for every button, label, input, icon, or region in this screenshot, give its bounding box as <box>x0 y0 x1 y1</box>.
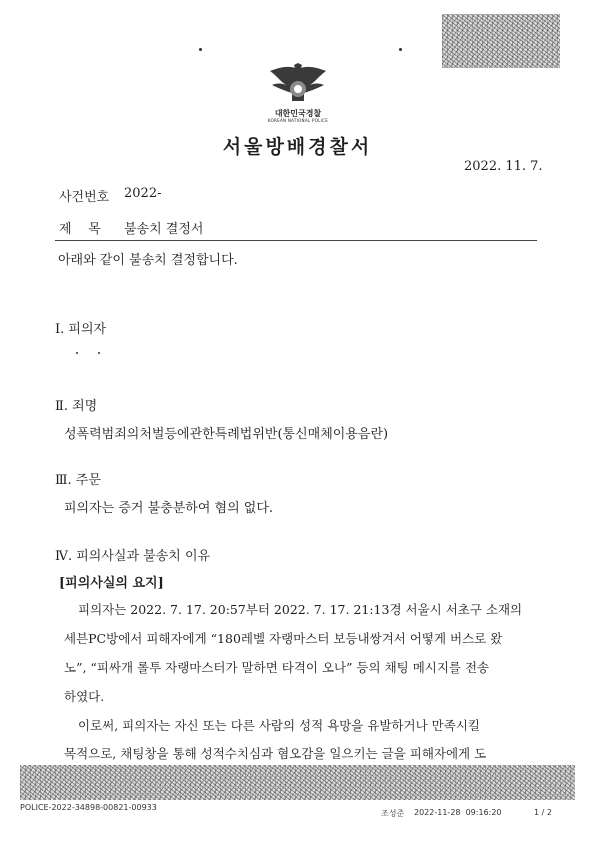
emblem-subtext: KOREAN NATIONAL POLICE <box>267 118 329 123</box>
section-2-heading: Ⅱ. 죄명 <box>55 399 98 414</box>
scan-dot <box>399 48 402 51</box>
scan-stamp-noise <box>442 14 560 68</box>
subject-value: 불송치 결정서 <box>124 222 204 237</box>
section-4-subheading: [피의사실의 요지] <box>59 576 164 591</box>
document-date: 2022. 11. 7. <box>464 159 543 174</box>
section-1-heading: Ⅰ. 피의자 <box>55 322 107 337</box>
intro-text: 아래와 같이 불송치 결정합니다. <box>58 253 238 268</box>
office-title: 서울방배경찰서 <box>222 136 373 158</box>
section-4-heading: Ⅳ. 피의사실과 불송치 이유 <box>55 549 211 564</box>
case-number-value: 2022- <box>124 186 162 201</box>
case-number-label: 사건번호 <box>59 190 110 205</box>
emblem-text: 대한민국경찰 <box>274 109 322 118</box>
section-3-body: 피의자는 증거 불충분하여 혐의 없다. <box>64 501 274 516</box>
subject-label: 제 목 <box>59 222 101 237</box>
paragraph-line: 목적으로, 채팅창을 통해 성적수치심과 혐오감을 일으키는 글을 피해자에게 도 <box>64 746 487 761</box>
paragraph-line: 세븐PC방에서 피해자에게 “180레벨 자랭마스터 보등내쌍겨서 어떻게 버스로 왔 <box>64 631 503 646</box>
document-id: POLICE-2022-34898-00821-00933 <box>20 803 157 812</box>
scan-footer-noise <box>20 765 575 800</box>
redacted-suspect-marks <box>76 352 116 356</box>
viewer-name: 조성준 <box>381 809 405 818</box>
paragraph-line: 이로써, 피의자는 자신 또는 다른 사람의 성적 욕망을 유발하거나 만족시킬 <box>78 718 480 733</box>
scan-dot <box>199 48 202 51</box>
print-timestamp: 2022-11-28 09:16:20 <box>414 808 502 817</box>
section-3-heading: Ⅲ. 주문 <box>55 473 101 488</box>
header-divider <box>55 240 537 241</box>
paragraph-line: 피의자는 2022. 7. 17. 20:57부터 2022. 7. 17. 21:13경 서울시 서초구 소재의 <box>78 602 523 617</box>
page-number: 1 / 2 <box>534 808 552 817</box>
paragraph-line: 하였다. <box>64 689 105 704</box>
section-2-body: 성폭력범죄의처벌등에관한특례법위반(통신매체이용음란) <box>64 427 389 442</box>
police-emblem-icon <box>266 63 330 107</box>
paragraph-line: 노”, “피싸개 롤투 자랭마스터가 말하면 타격이 오나” 등의 채팅 메시지를 전송 <box>64 660 490 675</box>
